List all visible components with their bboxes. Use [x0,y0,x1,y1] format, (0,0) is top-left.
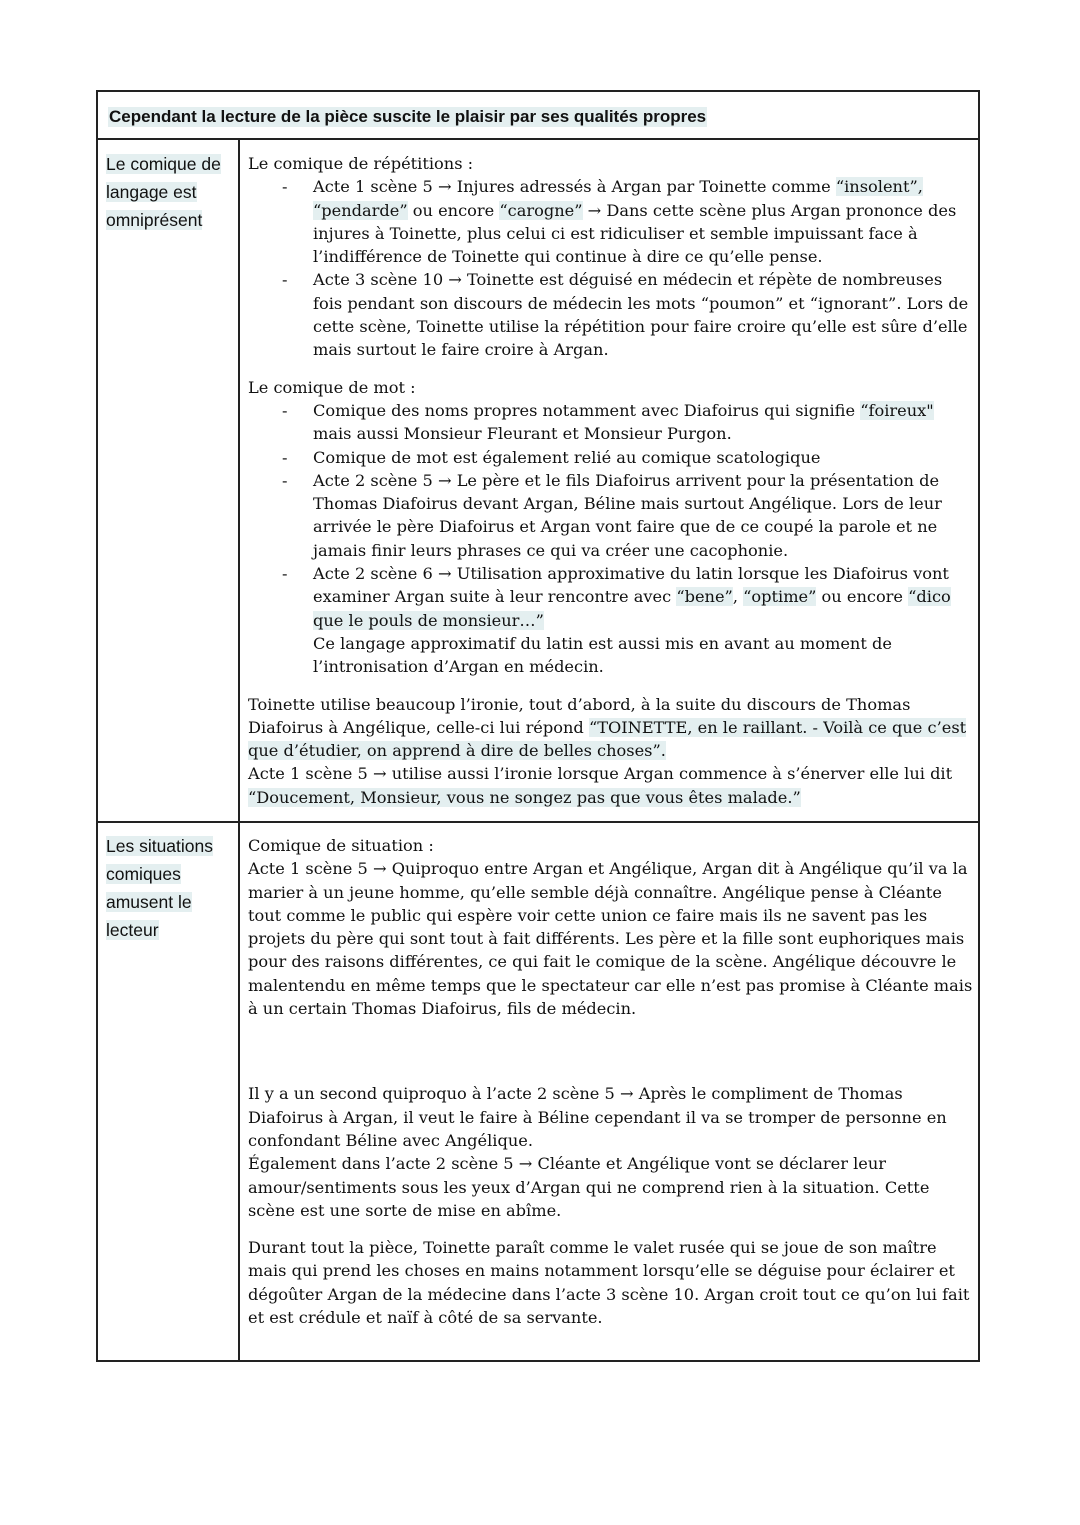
row-divider [98,821,978,823]
toinette-block [248,1236,973,1329]
repetition-block [248,152,973,362]
situation-block [248,834,973,1020]
section-content-situations [248,834,973,1329]
label-line: Les situations [106,836,214,856]
situation-text: Acte 1 scène 5 → Quiproquo entre Argan et Angélique, Argan dit à Angélique qu’il va la marier à un jeune homme, qu’elle semble déjà connaître. Angélique pense à Cléante tout comme le public qui espère voir cette union ce faire mais ils ne savent pas les projets du père qui sont tout à fait différents. Les père et la fille sont euphoriques mais pour des raisons différentes, ce qui fait le comique de la scène. Angélique découvre le malentendu en même temps que le spectateur car elle n’est pas promise à Cléante mais à un certain Thomas Diafoirus, fils de médecin. [248,859,973,1019]
document-table [96,90,980,1362]
section-content-langage [248,152,973,809]
list-item: - Acte 1 scène 5 → Injures adressés à Argan par Toinette comme “insolent”, “pendarde” ou encore “carogne” → Dans cette scène plus Argan prononce des injures à Toinette, plus celui ci est ridiculiser et semble impuissant face à l’indifférence de Toinette qui continue à dire ce qu’elle pense. [248,175,973,268]
list-item: - Comique des noms propres notamment avec Diafoirus qui signifie “foireux" mais aussi Monsieur Fleurant et Monsieur Purgon. [248,399,973,446]
situation-title: Comique de situation : [248,836,434,855]
section-label-situations [106,832,231,944]
mot-title: Le comique de mot : [248,377,416,397]
label-line: omniprésent [106,210,203,230]
list-item: - Acte 2 scène 6 → Utilisation approximative du latin lorsque les Diafoirus vont examiner Argan suite à leur rencontre avec “bene”, “optime” ou encore “dico que le pouls de monsieur…” [248,562,973,632]
ironie-text-2: Acte 1 scène 5 → utilise aussi l’ironie lorsque Argan commence à s’énerver elle lui dit “Doucement, Monsieur, vous ne songez pas que vous êtes malade.” [248,764,953,807]
table-header-row [98,92,978,140]
repetition-title: Le comique de répétitions : [248,154,474,173]
quiproquo-block [248,1082,973,1222]
ironie-text: Toinette utilise beaucoup l’ironie, tout d’abord, à la suite du discours de Thomas Diafoirus à Angélique, celle-ci lui répond “TOINETTE, en le raillant. - Voilà ce que c’est que d’étudier, on apprend à dire de belles choses”. [248,694,967,761]
list-item: - Acte 2 scène 5 → Le père et le fils Diafoirus arrivent pour la présentation de Thomas Diafoirus devant Argan, Béline mais surtout Angélique. Lors de leur arrivée le père Diafoirus et Argan vont faire que de ce coupé la parole et ne jamais finir leurs phrases ce qui va créer une cacophonie. [248,469,973,562]
section-label-langage [106,150,231,234]
latin-note: Ce langage approximatif du latin est aussi mis en avant au moment de l’intronisation d’Argan en médecin. [313,633,892,677]
label-line: Le comique de [106,154,221,174]
label-line: langage est [106,182,197,202]
toinette-text: Durant tout la pièce, Toinette paraît comme le valet rusée qui se joue de son maître mais qui prend les choses en mains notamment lorsqu’elle se déguise pour éclairer et dégoûter Argan de la médecine dans l’acte 3 scène 10. Argan croit tout ce qu’on lui fait et est crédule et naïf à côté de sa servante. [248,1238,970,1328]
mot-block [248,376,973,679]
list-item: - Acte 3 scène 10 → Toinette est déguisé en médecin et répète de nombreuses fois pendant son discours de médecin les mots “poumon” et “ignorant”. Lors de cette scène, Toinette utilise la répétition pour faire croire qu’elle est sûre d’elle mais surtout le faire croire à Argan. [248,268,973,361]
label-line: lecteur [106,920,159,940]
ironie-block [248,693,973,809]
label-line: comiques [106,864,181,884]
quiproquo-text: Il y a un second quiproquo à l’acte 2 scène 5 → Après le compliment de Thomas Diafoirus à Argan, il veut le faire à Béline cependant il va se tromper de personne en confondant Béline avec Angélique. [248,1084,947,1150]
column-divider [238,140,240,1360]
list-item: - Comique de mot est également relié au comique scatologique [248,446,973,469]
label-line: amusent le [106,892,192,912]
quiproquo-text-2: Également dans l’acte 2 scène 5 → Cléante et Angélique vont se déclarer leur amour/sentiments sous les yeux d’Argan qui ne comprend rien à la situation. Cette scène est une sorte de mise en abîme. [248,1154,930,1220]
table-header-title: Cependant la lecture de la pièce suscite le plaisir par ses qualités propres [109,107,707,126]
